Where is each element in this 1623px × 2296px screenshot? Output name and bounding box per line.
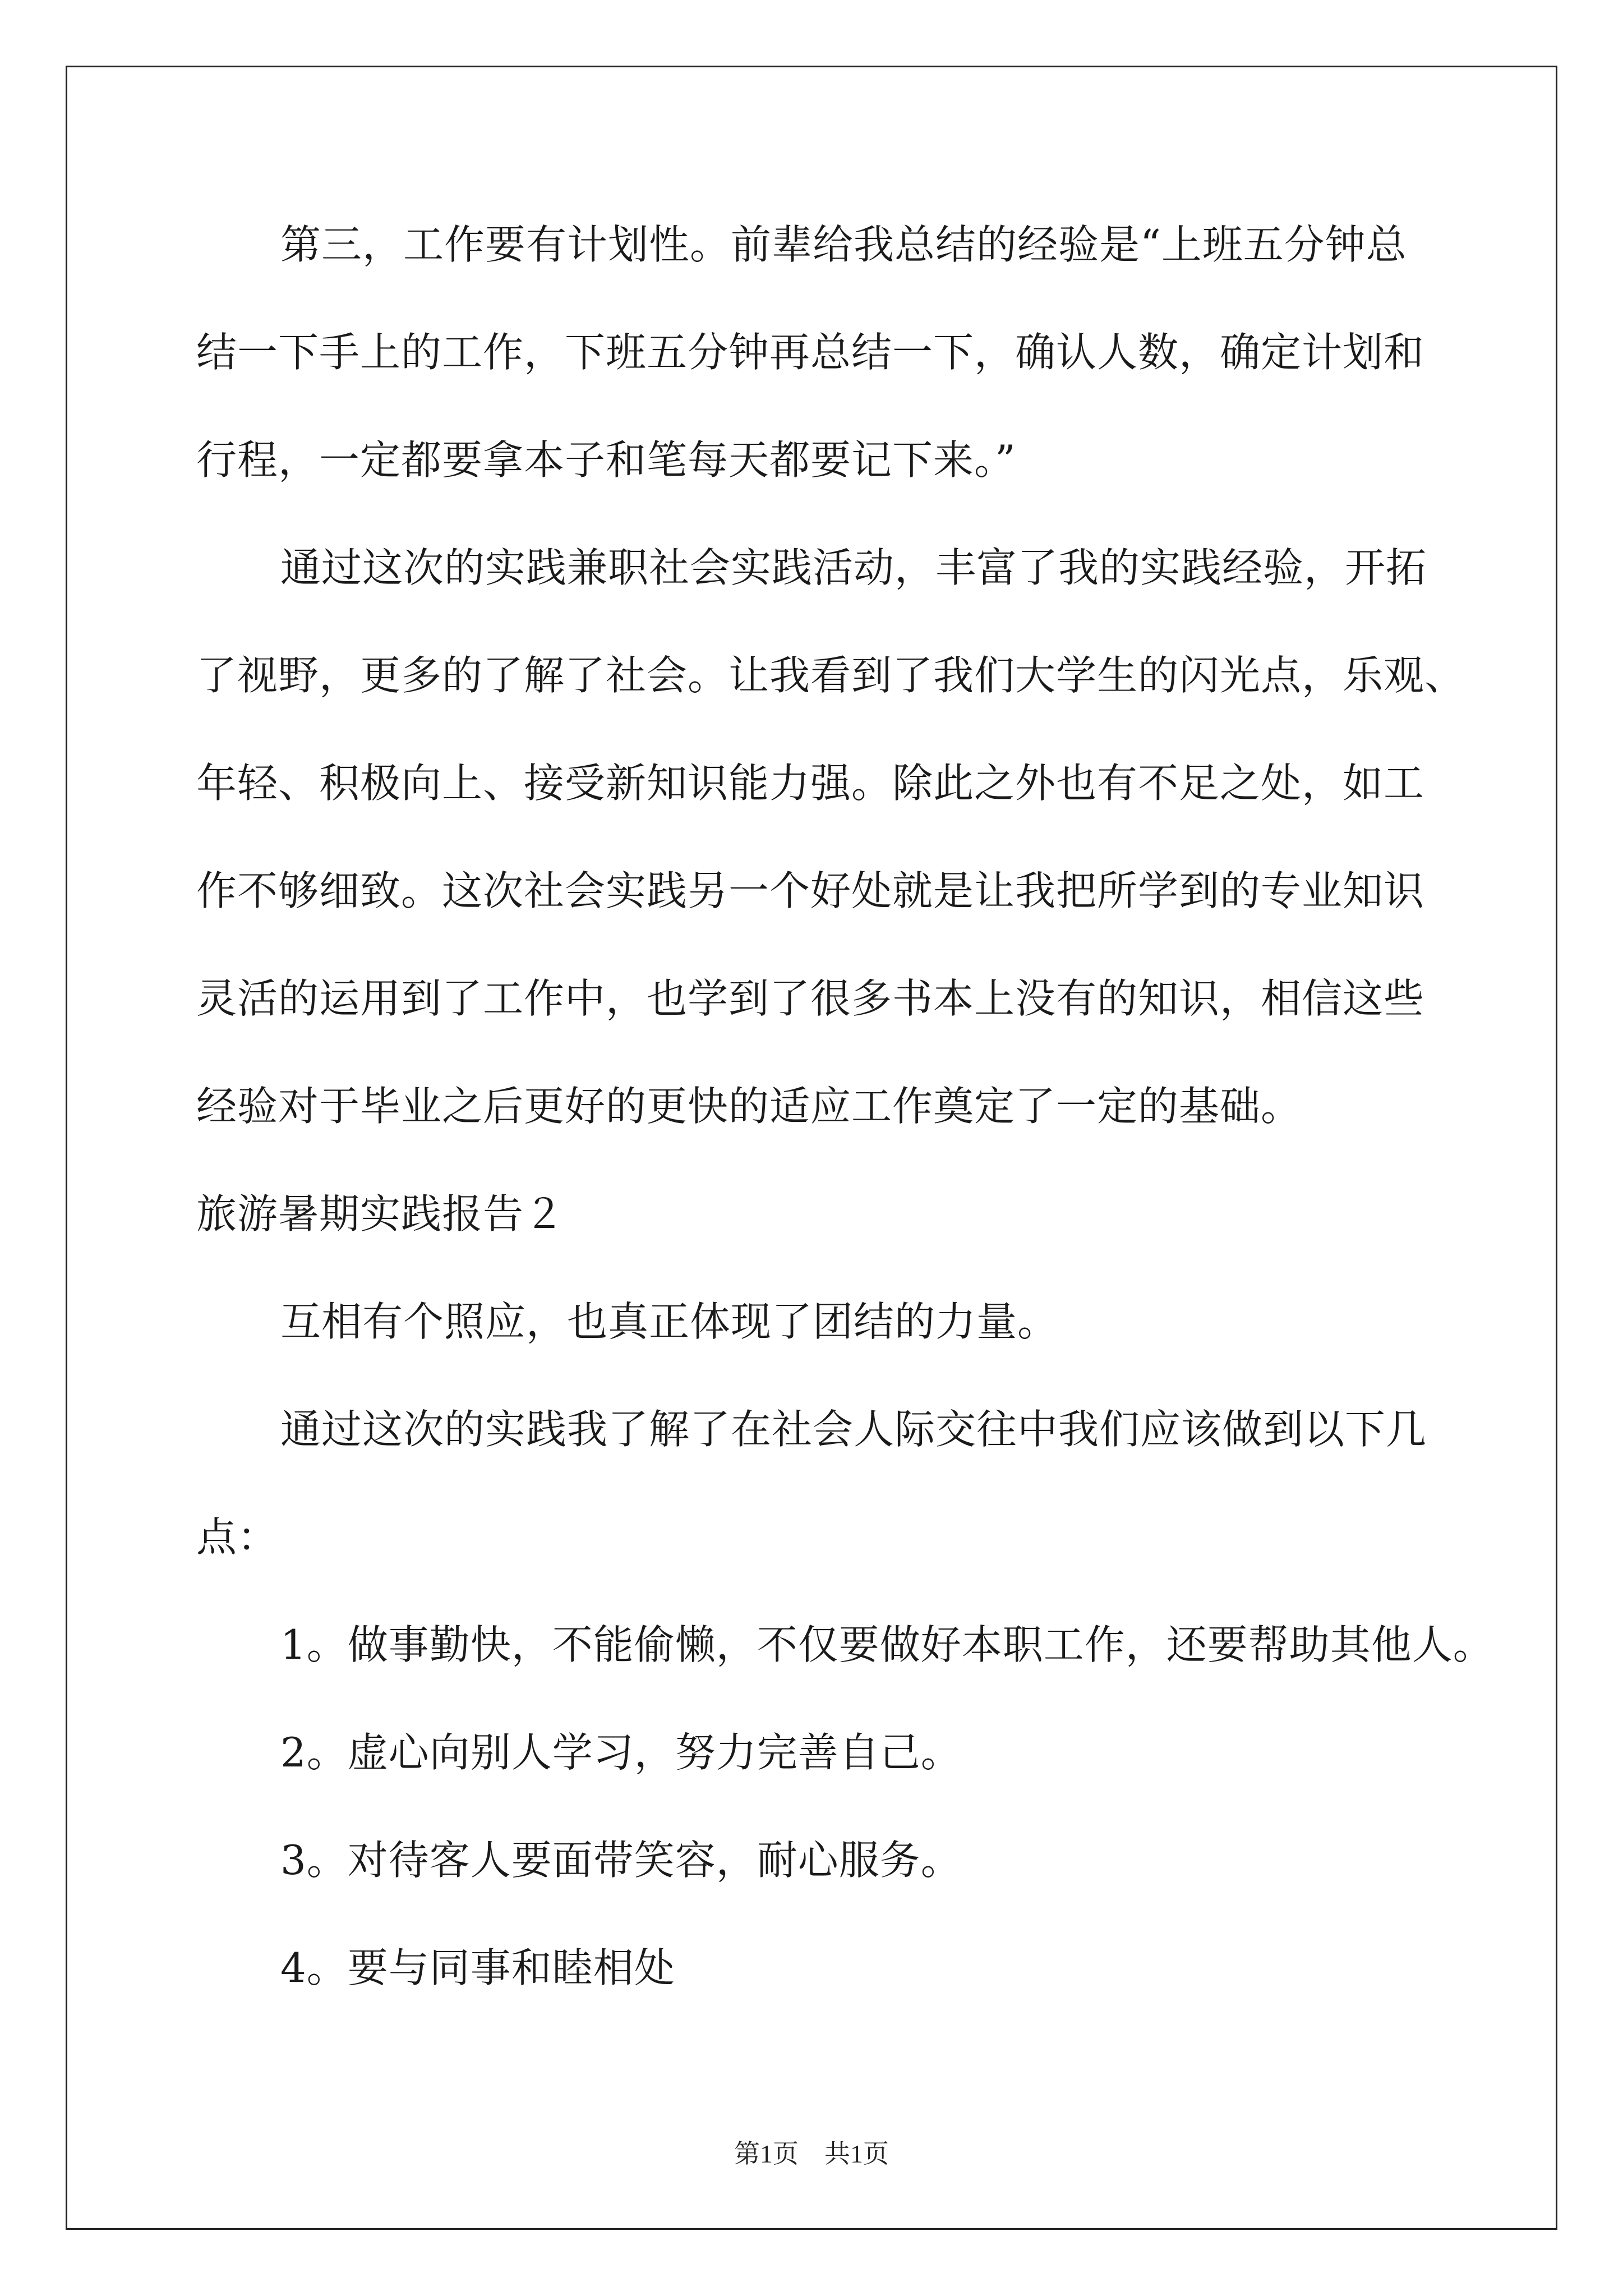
- list-item: 1。做事勤快，不能偷懒，不仅要做好本职工作，还要帮助其他人。: [280, 1621, 1494, 1668]
- paragraph-line: 通过这次的实践兼职社会实践活动，丰富了我的实践经验，开拓: [280, 544, 1427, 591]
- paragraph-line: 通过这次的实践我了解了在社会人际交往中我们应该做到以下几: [280, 1406, 1427, 1453]
- paragraph-line: 经验对于毕业之后更好的更快的适应工作奠定了一定的基础。: [196, 1083, 1302, 1130]
- section-heading: 旅游暑期实践报告２: [196, 1190, 565, 1237]
- page-footer: 第1页 共1页: [734, 2139, 889, 2168]
- list-item: 4。要与同事和睦相处: [280, 1944, 675, 1991]
- paragraph-line: 年轻、积极向上、接受新知识能力强。除此之外也有不足之处，如工: [196, 760, 1425, 807]
- paragraph-line: 行程，一定都要拿本子和笔每天都要记下来。”: [196, 436, 1016, 484]
- paragraph-line: 作不够细致。这次社会实践另一个好处就是让我把所学到的专业知识: [196, 867, 1425, 914]
- paragraph-line: 灵活的运用到了工作中，也学到了很多书本上没有的知识，相信这些: [196, 975, 1425, 1022]
- paragraph-line: 点：: [196, 1513, 279, 1561]
- paragraph-line: 结一下手上的工作，下班五分钟再总结一下，确认人数，确定计划和: [196, 329, 1425, 376]
- document-body: [196, 191, 1497, 2022]
- paragraph-line: 互相有个照应，也真正体现了团结的力量。: [280, 1298, 1059, 1345]
- paragraph-line: 第三，工作要有计划性。前辈给我总结的经验是“上班五分钟总: [280, 221, 1407, 268]
- paragraph-line: 了视野，更多的了解了社会。让我看到了我们大学生的闪光点，乐观、: [196, 652, 1466, 699]
- list-item: 2。虚心向别人学习，努力完善自己。: [280, 1729, 962, 1776]
- list-item: 3。对待客人要面带笑容，耐心服务。: [280, 1837, 962, 1884]
